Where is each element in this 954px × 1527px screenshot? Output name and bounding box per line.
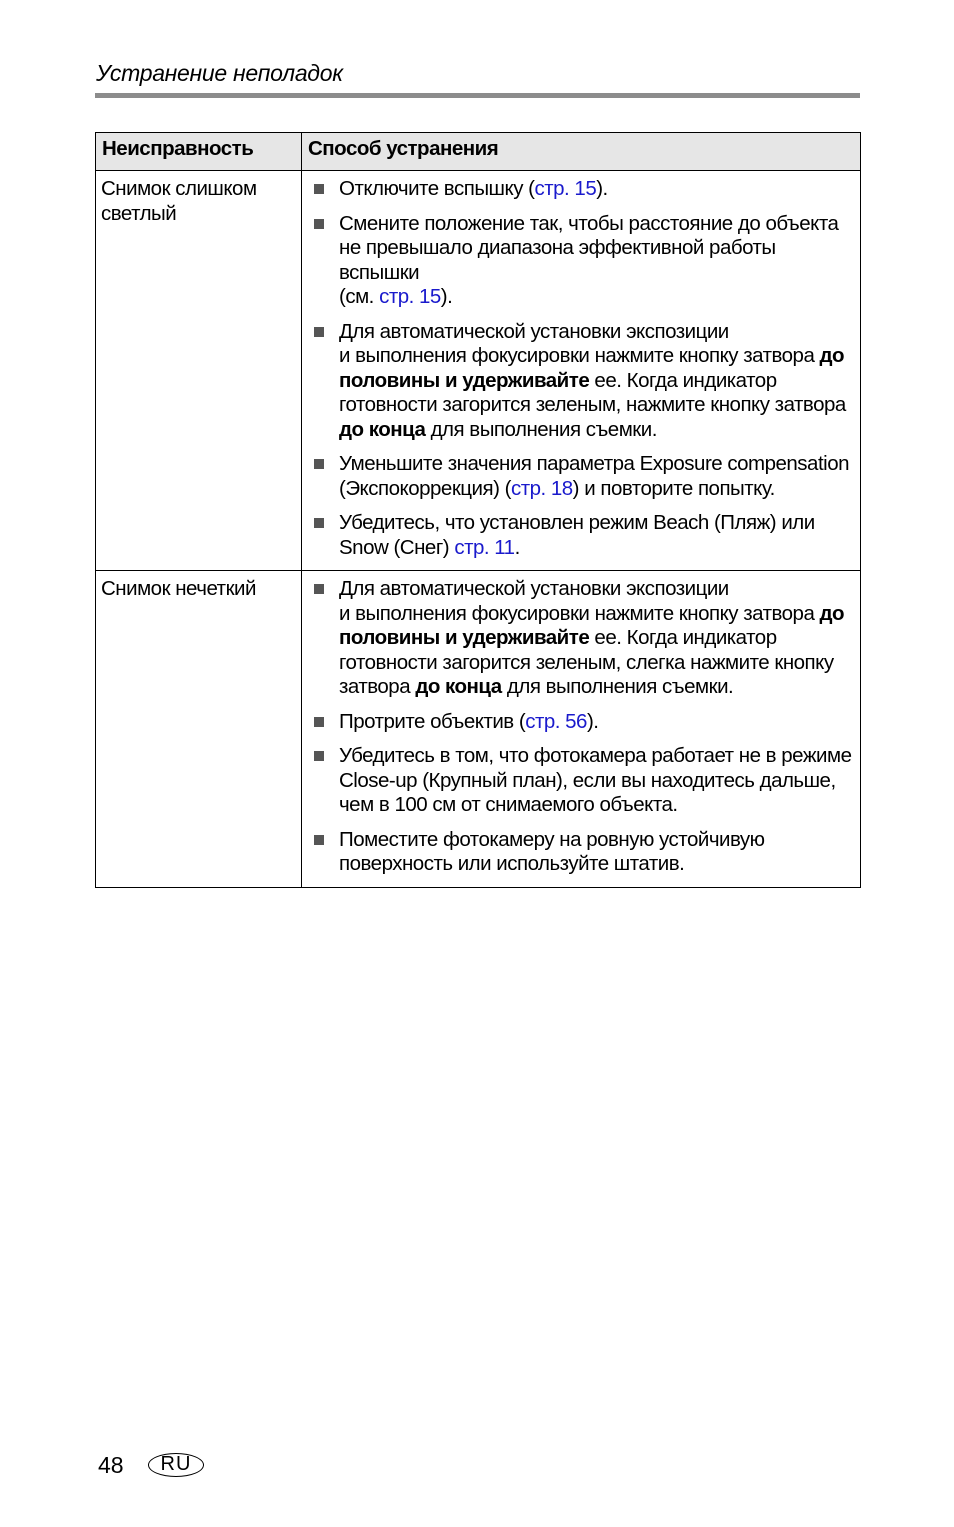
table-body [96,171,861,888]
solution-list [307,577,854,877]
solution-text: Отключите вспышку ( [339,177,535,200]
solution-item [307,744,854,818]
solution-text: ее. Когда индикатор [589,368,777,392]
solution-text: Поместите фотокамеру на ровную устойчивую [339,827,765,851]
problem-text: Снимок слишком [101,177,257,200]
solution-item [307,710,854,735]
solution-item [307,577,854,700]
header-rule [95,93,860,98]
troubleshooting-table [95,132,861,888]
page-number: 48 [98,1452,124,1478]
column-header-problem: Неисправность [96,133,302,171]
emphasis-text: до конца [339,417,426,441]
emphasis-text: половины и удерживайте [339,626,590,649]
solution-text: (см. [339,285,380,308]
emphasis-text: половины и удерживайте [339,368,590,392]
solution-text: Close-up (Крупный план), если вы находитесь дальше, [339,768,836,792]
solution-text: и выполнения фокусировки нажмите кнопку затвора [339,601,820,625]
solution-text: ее. Когда индикатор [589,626,777,649]
solution-text: Убедитесь, что установлен режим Beach (Пляж) или [339,511,815,534]
square-bullet-icon [314,717,324,727]
square-bullet-icon [314,584,324,594]
solution-item [307,452,854,501]
solution-list [307,177,854,560]
solution-text: для выполнения съемки. [425,417,657,441]
solution-text: Уменьшите значения параметра Exposure compensation [339,452,850,475]
square-bullet-icon [314,518,324,528]
solution-item [307,212,854,310]
problem-text: светлый [101,201,177,225]
solution-cell [302,171,861,571]
solution-text: готовности загорится зеленым, слегка нажмите кнопку [339,650,834,674]
solution-item [307,177,854,202]
emphasis-text: до [819,601,845,625]
problem-cell [96,171,302,571]
solution-text: Протрите объектив ( [339,709,526,733]
problem-text: Снимок нечеткий [101,577,256,600]
solution-text: ). [596,177,608,200]
square-bullet-icon [314,459,324,469]
solution-text: для выполнения съемки. [501,675,734,698]
solution-text: затвора [339,675,416,698]
square-bullet-icon [314,184,324,194]
solution-text: Для автоматической установки экспозиции [339,577,729,600]
square-bullet-icon [314,219,324,229]
solution-item [307,828,854,877]
language-badge: RU [148,1453,204,1477]
column-header-solution: Способ устранения [302,133,861,171]
solution-text: и выполнения фокусировки нажмите кнопку затвора [339,344,820,367]
solution-text: ) и повторите попытку. [572,476,775,500]
page-reference-link[interactable]: стр. 56 [525,709,587,733]
solution-text: готовности загорится зеленым, нажмите кнопку затвора [339,393,846,416]
solution-text: Убедитесь в том, что фотокамера работает не в режиме [339,744,852,767]
solution-text: поверхность или используйте штатив. [339,852,685,875]
page-reference-link[interactable]: стр. 18 [510,476,573,500]
table-row [96,171,861,571]
solution-text: (Экспокоррекция) ( [339,476,511,500]
solution-text: Смените положение так, чтобы расстояние до объекта [339,211,839,235]
table-row [96,571,861,888]
square-bullet-icon [314,751,324,761]
solution-text: . [514,535,520,559]
page-reference-link[interactable]: стр. 15 [534,177,597,200]
solution-text: чем в 100 см от снимаемого объекта. [339,793,678,816]
page-reference-link[interactable]: стр. 11 [454,535,515,559]
solution-item [307,320,854,443]
solution-text: Для автоматической установки экспозиции [339,319,729,343]
emphasis-text: до [819,344,845,367]
solution-text: ). [586,709,599,733]
solution-text: не превышало диапазона эффективной работы вспышки [339,236,776,284]
table-header-row [96,133,861,171]
solution-text: ). [440,285,453,308]
page-header-title: Устранение неполадок [96,60,343,86]
solution-text: Snow (Снег) [339,535,455,559]
solution-cell [302,571,861,888]
solution-item [307,511,854,560]
square-bullet-icon [314,835,324,845]
problem-cell [96,571,302,888]
square-bullet-icon [314,327,324,337]
emphasis-text: до конца [415,675,502,698]
page-reference-link[interactable]: стр. 15 [379,285,441,308]
